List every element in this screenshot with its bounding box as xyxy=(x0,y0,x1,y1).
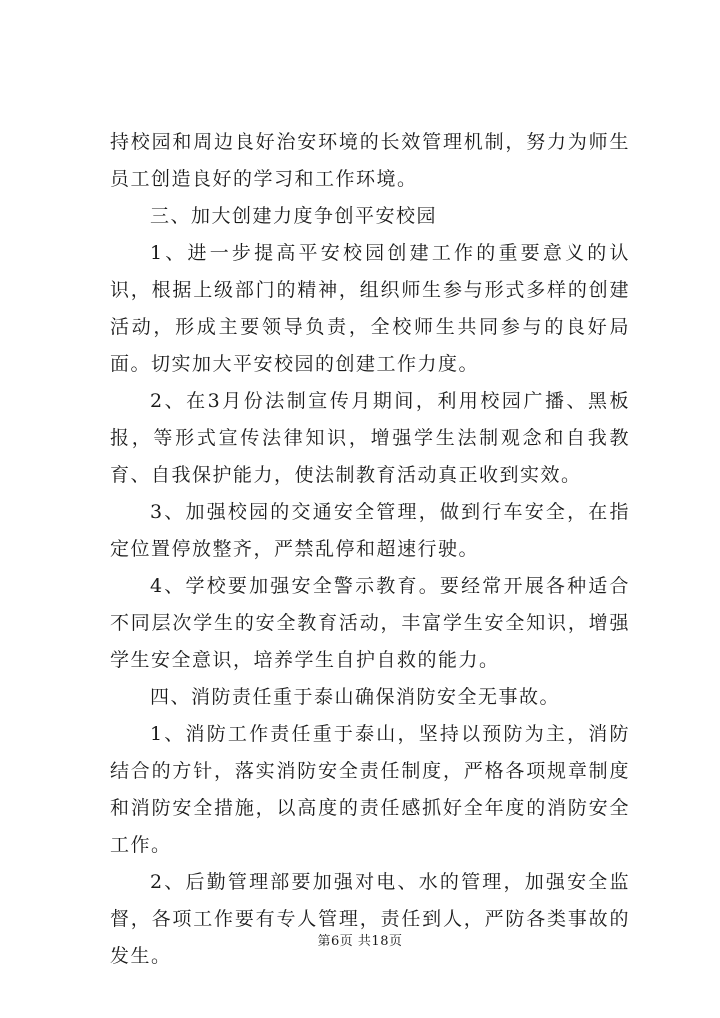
page-number-footer: 第6页 共18页 xyxy=(317,934,403,949)
paragraph-item: 2、后勤管理部要加强对电、水的管理，加强安全监督，各项工作要有专人管理，责任到人，严防各类事故的发生。 xyxy=(110,871,630,967)
document-body xyxy=(110,124,630,975)
paragraph-continuation: 持校园和周边良好治安环境的长效管理机制，努力为师生员工创造良好的学习和工作环境。 xyxy=(110,131,630,190)
paragraph-item: 4、学校要加强安全警示教育。要经常开展各种适合不同层次学生的安全教育活动，丰富学生安全知识，增强学生安全意识，培养学生自护自救的能力。 xyxy=(110,575,630,671)
paragraph-item: 3、加强校园的交通安全管理，做到行车安全，在指定位置停放整齐，严禁乱停和超速行驶。 xyxy=(110,501,630,560)
section-heading-4: 四、消防责任重于泰山确保消防安全无事故。 xyxy=(150,686,561,708)
section-heading-3: 三、加大创建力度争创平安校园 xyxy=(150,205,438,227)
paragraph-item: 1、消防工作责任重于泰山，坚持以预防为主，消防结合的方针，落实消防安全责任制度，严格各项规章制度和消防安全措施，以高度的责任感抓好全年度的消防安全工作。 xyxy=(110,723,630,856)
paragraph-item: 2、在3月份法制宣传月期间，利用校园广播、黑板报，等形式宣传法律知识，增强学生法制观念和自我教育、自我保护能力，使法制教育活动真正收到实效。 xyxy=(110,390,630,486)
paragraph-item: 1、进一步提高平安校园创建工作的重要意义的认识，根据上级部门的精神，组织师生参与形式多样的创建活动，形成主要领导负责，全校师生共同参与的良好局面。切实加大平安校园的创建工作力度。 xyxy=(110,242,630,375)
